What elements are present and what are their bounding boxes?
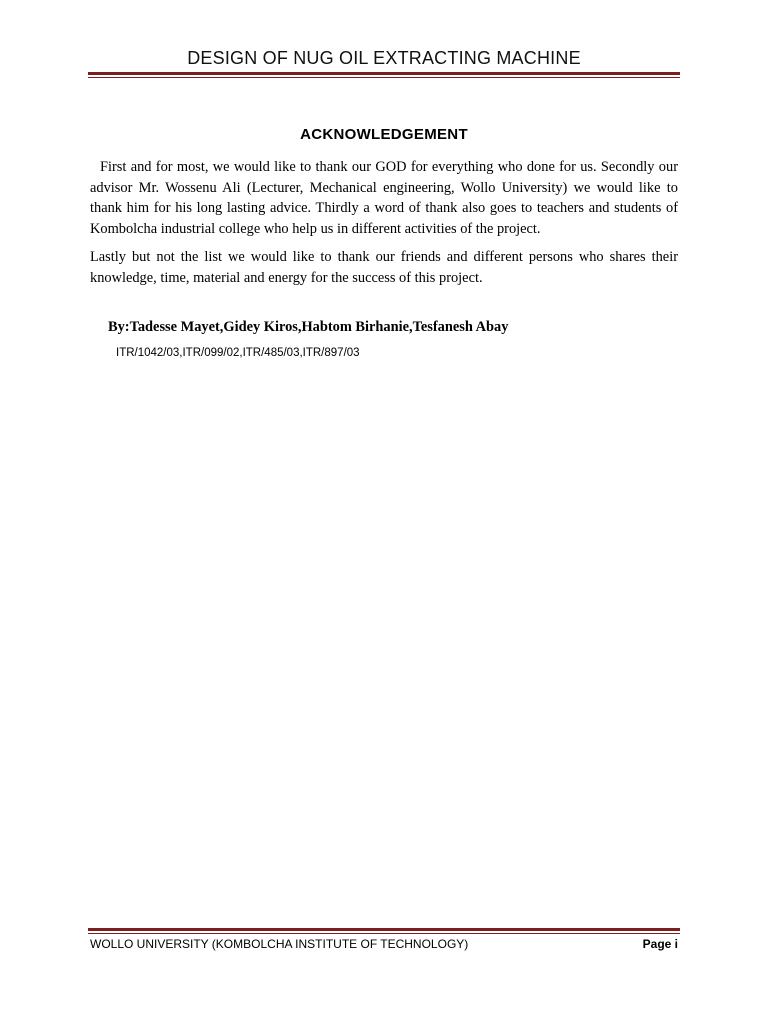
footer-divider — [88, 928, 680, 934]
author-ids: ITR/1042/03,ITR/099/02,ITR/485/03,ITR/897/03 — [116, 347, 360, 359]
header-divider-thick — [88, 72, 680, 75]
section-heading: ACKNOWLEDGEMENT — [300, 126, 468, 143]
acknowledgement-paragraph-1: First and for most, we would like to thank our GOD for everything who done for us. Secondly our advisor Mr. Wossenu Ali (Lecturer, Mechanical engineering, Wollo University) we would like to thank him for his long lasting advice. Thirdly a word of thank also goes to teachers and students of Kombolcha industrial college who help us in different activities of the project. — [90, 159, 678, 238]
footer-divider-thin — [88, 933, 680, 934]
author-names: By:Tadesse Mayet,Gidey Kiros,Habtom Birhanie,Tesfanesh Abay — [108, 319, 509, 335]
header-divider-thin — [88, 77, 680, 78]
acknowledgement-paragraph-2: Lastly but not the list we would like to thank our friends and different persons who shares their knowledge, time, material and energy for the success of this project. — [90, 249, 678, 286]
page-number: Page i — [642, 937, 678, 951]
footer-institution: WOLLO UNIVERSITY (KOMBOLCHA INSTITUTE OF TECHNOLOGY) — [90, 937, 469, 951]
header-divider — [88, 72, 680, 78]
footer-divider-thick — [88, 928, 680, 931]
page-header-title: DESIGN OF NUG OIL EXTRACTING MACHINE — [187, 48, 581, 68]
